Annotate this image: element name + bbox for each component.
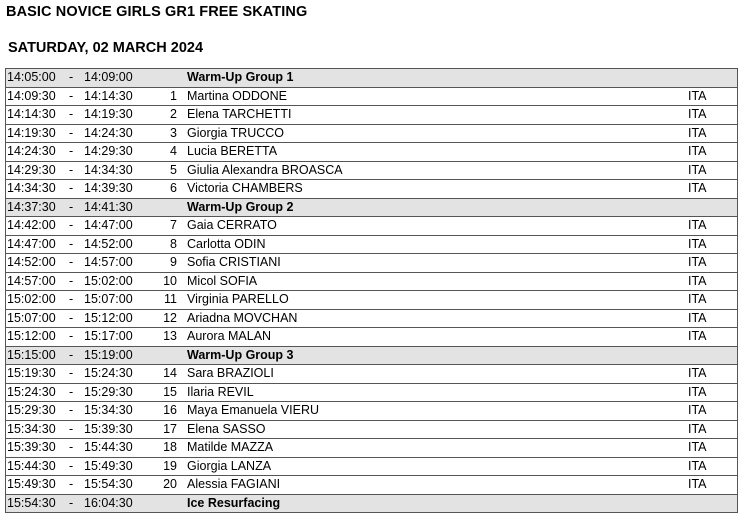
nation-code: ITA bbox=[688, 125, 707, 140]
skater-row bbox=[6, 236, 737, 255]
start-number: 1 bbox=[170, 88, 177, 103]
time-separator: - bbox=[69, 107, 74, 121]
time-separator: - bbox=[69, 125, 74, 140]
end-time: 15:12:00 bbox=[84, 310, 133, 325]
skater-name: Elena SASSO bbox=[187, 421, 266, 436]
group-header-row bbox=[6, 347, 737, 366]
end-time: 14:14:30 bbox=[84, 88, 133, 103]
start-number: 20 bbox=[163, 477, 177, 491]
start-time: 15:15:00 bbox=[7, 347, 56, 362]
start-time: 15:02:00 bbox=[7, 292, 56, 306]
group-label: Ice Resurfacing bbox=[187, 495, 281, 510]
time-separator: - bbox=[69, 292, 74, 306]
nation-code: ITA bbox=[688, 236, 707, 251]
end-time: 14:24:30 bbox=[84, 125, 133, 140]
time-separator: - bbox=[69, 144, 74, 158]
nation-code: ITA bbox=[688, 88, 707, 103]
skater-row bbox=[6, 162, 737, 181]
schedule-table bbox=[5, 68, 738, 513]
end-time: 15:02:00 bbox=[84, 273, 133, 288]
start-number: 12 bbox=[163, 310, 177, 325]
end-time: 15:17:00 bbox=[84, 329, 133, 343]
time-separator: - bbox=[69, 495, 74, 510]
start-number: 18 bbox=[163, 440, 177, 454]
skater-row bbox=[6, 310, 737, 329]
skater-name: Giorgia TRUCCO bbox=[187, 125, 285, 140]
end-time: 14:47:00 bbox=[84, 218, 133, 232]
start-time: 14:37:30 bbox=[7, 199, 56, 214]
skater-name: Elena TARCHETTI bbox=[187, 107, 292, 121]
start-time: 15:24:30 bbox=[7, 384, 56, 399]
end-time: 15:49:30 bbox=[84, 458, 133, 473]
start-time: 14:19:30 bbox=[7, 125, 56, 140]
skater-row bbox=[6, 384, 737, 403]
nation-code: ITA bbox=[688, 421, 707, 436]
nation-code: ITA bbox=[688, 366, 707, 380]
time-separator: - bbox=[69, 440, 74, 454]
start-time: 14:09:30 bbox=[7, 88, 56, 103]
time-separator: - bbox=[69, 477, 74, 491]
start-time: 15:39:30 bbox=[7, 440, 56, 454]
start-time: 14:29:30 bbox=[7, 162, 56, 177]
start-time: 15:54:30 bbox=[7, 495, 56, 510]
start-time: 14:34:30 bbox=[7, 181, 56, 195]
skater-name: Virginia PARELLO bbox=[187, 292, 289, 306]
nation-code: ITA bbox=[688, 255, 707, 269]
start-time: 15:12:00 bbox=[7, 329, 56, 343]
time-separator: - bbox=[69, 310, 74, 325]
skater-name: Gaia CERRATO bbox=[187, 218, 277, 232]
end-time: 14:34:30 bbox=[84, 162, 133, 177]
skater-name: Ariadna MOVCHAN bbox=[187, 310, 298, 325]
group-header-row bbox=[6, 495, 737, 514]
skater-row bbox=[6, 106, 737, 125]
skater-row bbox=[6, 421, 737, 440]
start-time: 15:07:00 bbox=[7, 310, 56, 325]
end-time: 14:29:30 bbox=[84, 144, 133, 158]
start-time: 14:42:00 bbox=[7, 218, 56, 232]
start-time: 15:29:30 bbox=[7, 403, 56, 417]
time-separator: - bbox=[69, 255, 74, 269]
end-time: 14:41:30 bbox=[84, 199, 133, 214]
start-time: 14:57:00 bbox=[7, 273, 56, 288]
start-number: 17 bbox=[163, 421, 177, 436]
time-separator: - bbox=[69, 218, 74, 232]
end-time: 15:19:00 bbox=[84, 347, 133, 362]
group-header-row bbox=[6, 199, 737, 218]
time-separator: - bbox=[69, 181, 74, 195]
skater-row bbox=[6, 180, 737, 199]
skater-row bbox=[6, 328, 737, 347]
end-time: 15:24:30 bbox=[84, 366, 133, 380]
start-time: 14:47:00 bbox=[7, 236, 56, 251]
start-number: 6 bbox=[170, 181, 177, 195]
start-number: 8 bbox=[170, 236, 177, 251]
group-label: Warm-Up Group 2 bbox=[187, 199, 294, 214]
start-number: 15 bbox=[163, 384, 177, 399]
skater-name: Sara BRAZIOLI bbox=[187, 366, 274, 380]
start-number: 3 bbox=[170, 125, 177, 140]
end-time: 15:44:30 bbox=[84, 440, 133, 454]
time-separator: - bbox=[69, 162, 74, 177]
start-number: 19 bbox=[163, 458, 177, 473]
skater-name: Aurora MALAN bbox=[187, 329, 272, 343]
nation-code: ITA bbox=[688, 477, 707, 491]
start-number: 5 bbox=[170, 162, 177, 177]
time-separator: - bbox=[69, 70, 74, 84]
skater-name: Giorgia LANZA bbox=[187, 458, 272, 473]
skater-name: Matilde MAZZA bbox=[187, 440, 274, 454]
start-number: 11 bbox=[164, 292, 177, 306]
start-time: 15:49:30 bbox=[7, 477, 56, 491]
end-time: 14:39:30 bbox=[84, 181, 133, 195]
end-time: 14:52:00 bbox=[84, 236, 133, 251]
skater-name: Giulia Alexandra BROASCA bbox=[187, 162, 343, 177]
skater-name: Lucia BERETTA bbox=[187, 144, 278, 158]
time-separator: - bbox=[69, 384, 74, 399]
time-separator: - bbox=[69, 273, 74, 288]
start-number: 2 bbox=[170, 107, 177, 121]
start-number: 4 bbox=[170, 144, 177, 158]
start-time: 14:05:00 bbox=[7, 70, 56, 84]
start-time: 14:24:30 bbox=[7, 144, 56, 158]
time-separator: - bbox=[69, 329, 74, 343]
start-number: 10 bbox=[163, 273, 177, 288]
start-number: 7 bbox=[170, 218, 177, 232]
time-separator: - bbox=[69, 199, 74, 214]
schedule-date: SATURDAY, 02 MARCH 2024 bbox=[8, 40, 204, 56]
end-time: 14:09:00 bbox=[84, 70, 133, 84]
nation-code: ITA bbox=[688, 218, 707, 232]
skater-name: Victoria CHAMBERS bbox=[187, 181, 303, 195]
nation-code: ITA bbox=[688, 181, 707, 195]
nation-code: ITA bbox=[688, 292, 707, 306]
end-time: 15:29:30 bbox=[84, 384, 133, 399]
group-label: Warm-Up Group 1 bbox=[187, 70, 294, 84]
start-time: 15:34:30 bbox=[7, 421, 56, 436]
skater-row bbox=[6, 439, 737, 458]
nation-code: ITA bbox=[688, 440, 707, 454]
skater-name: Carlotta ODIN bbox=[187, 236, 266, 251]
time-separator: - bbox=[69, 458, 74, 473]
skater-name: Maya Emanuela VIERU bbox=[187, 403, 320, 417]
skater-name: Ilaria REVIL bbox=[187, 384, 254, 399]
time-separator: - bbox=[69, 88, 74, 103]
start-number: 16 bbox=[163, 403, 177, 417]
skater-row bbox=[6, 217, 737, 236]
time-separator: - bbox=[69, 403, 74, 417]
start-time: 14:14:30 bbox=[7, 107, 56, 121]
group-header-row bbox=[6, 69, 737, 88]
end-time: 15:54:30 bbox=[84, 477, 133, 491]
skater-row bbox=[6, 125, 737, 144]
start-time: 15:19:30 bbox=[7, 366, 56, 380]
nation-code: ITA bbox=[688, 162, 707, 177]
time-separator: - bbox=[69, 421, 74, 436]
end-time: 14:19:30 bbox=[84, 107, 133, 121]
nation-code: ITA bbox=[688, 310, 707, 325]
start-number: 9 bbox=[170, 255, 177, 269]
nation-code: ITA bbox=[688, 458, 707, 473]
nation-code: ITA bbox=[688, 329, 707, 343]
document-title: BASIC NOVICE GIRLS GR1 FREE SKATING bbox=[6, 4, 308, 20]
nation-code: ITA bbox=[688, 403, 707, 417]
skater-row bbox=[6, 402, 737, 421]
nation-code: ITA bbox=[688, 384, 707, 399]
skater-row bbox=[6, 365, 737, 384]
skater-row bbox=[6, 88, 737, 107]
skater-row bbox=[6, 273, 737, 292]
nation-code: ITA bbox=[688, 273, 707, 288]
skater-row bbox=[6, 476, 737, 495]
skater-name: Martina ODDONE bbox=[187, 88, 288, 103]
nation-code: ITA bbox=[688, 144, 707, 158]
nation-code: ITA bbox=[688, 107, 707, 121]
end-time: 15:07:00 bbox=[84, 292, 133, 306]
end-time: 15:39:30 bbox=[84, 421, 133, 436]
end-time: 16:04:30 bbox=[84, 495, 133, 510]
start-time: 14:52:00 bbox=[7, 255, 56, 269]
skater-row bbox=[6, 254, 737, 273]
group-label: Warm-Up Group 3 bbox=[187, 347, 294, 362]
start-number: 14 bbox=[163, 366, 177, 380]
start-time: 15:44:30 bbox=[7, 458, 56, 473]
time-separator: - bbox=[69, 347, 74, 362]
skater-row bbox=[6, 291, 737, 310]
skater-name: Sofia CRISTIANI bbox=[187, 255, 281, 269]
skater-name: Alessia FAGIANI bbox=[187, 477, 281, 491]
end-time: 14:57:00 bbox=[84, 255, 133, 269]
time-separator: - bbox=[69, 236, 74, 251]
time-separator: - bbox=[69, 366, 74, 380]
skater-row bbox=[6, 143, 737, 162]
skater-name: Micol SOFIA bbox=[187, 273, 258, 288]
end-time: 15:34:30 bbox=[84, 403, 133, 417]
skater-row bbox=[6, 458, 737, 477]
start-number: 13 bbox=[163, 329, 177, 343]
